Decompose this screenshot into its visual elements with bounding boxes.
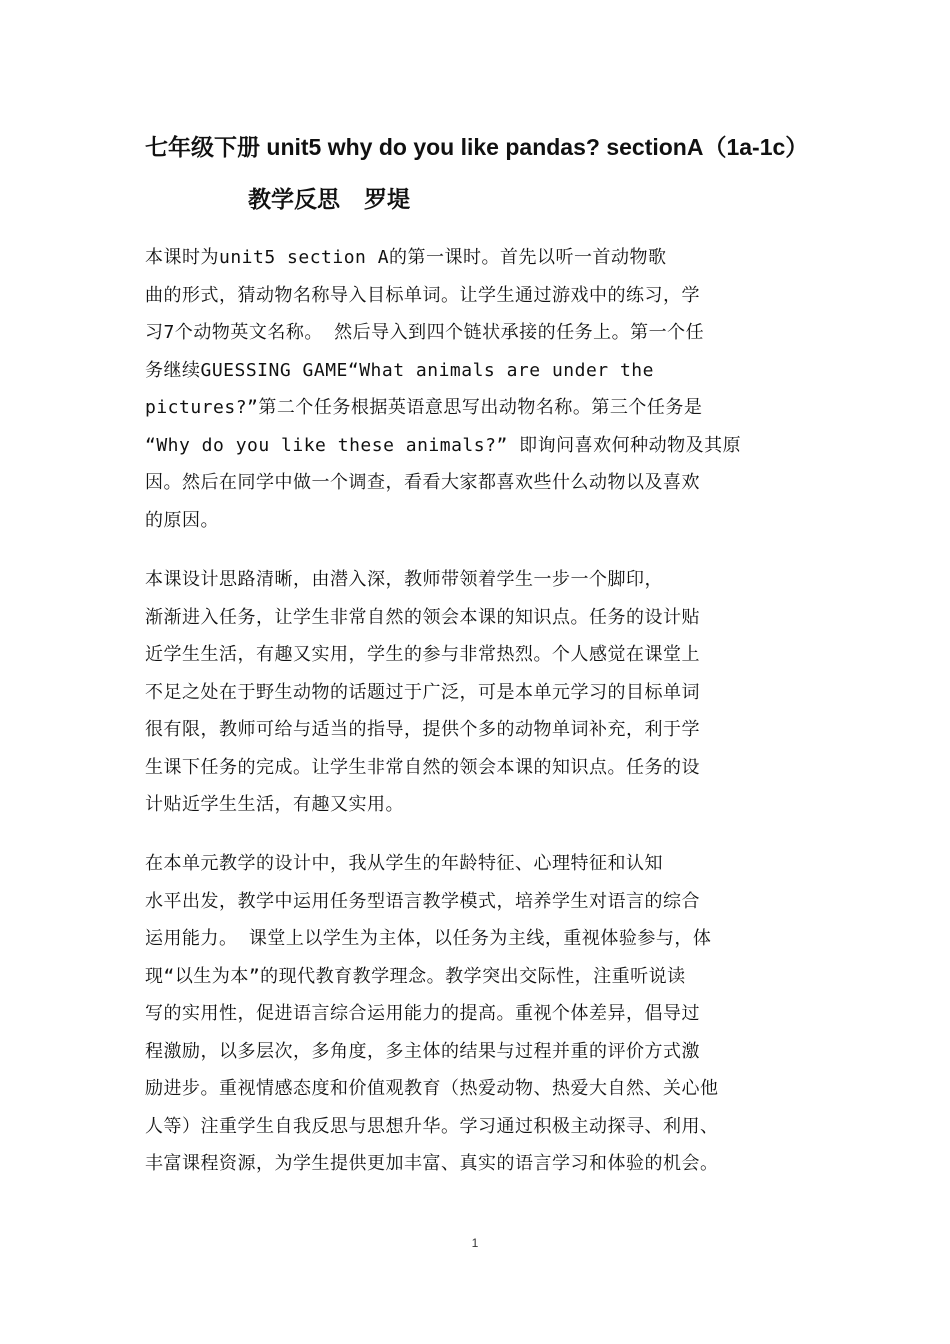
paragraph-line: 励进步。重视情感态度和价值观教育（热爱动物、热爱大自然、关心他 bbox=[145, 1078, 719, 1099]
paragraph-line: 渐渐进入任务，让学生非常自然的领会本课的知识点。任务的设计贴 bbox=[145, 606, 700, 628]
paragraph-line: 的原因。 bbox=[145, 509, 219, 531]
author-name: 罗堤 bbox=[364, 186, 410, 212]
paragraph-line: 丰富课程资源，为学生提供更加丰富、真实的语言学习和体验的机会。 bbox=[145, 1153, 719, 1174]
paragraph-line: 不足之处在于野生动物的话题过于广泛，可是本单元学习的目标单词 bbox=[145, 681, 700, 703]
document-title: 七年级下册 unit5 why do you like pandas? sectionA（1a-1c） bbox=[145, 134, 809, 160]
paragraph-line: 很有限，教师可给与适当的指导，提供个多的动物单词补充，利于学 bbox=[145, 719, 700, 740]
subtitle-heading: 教学反思 bbox=[248, 186, 340, 212]
paragraph-line: 写的实用性，促进语言综合运用能力的提高。重视个体差异，倡导过 bbox=[145, 1003, 700, 1024]
paragraph-2 bbox=[145, 561, 810, 824]
paragraph-line: “Why do you like these animals?” 即询问喜欢何种动物及其原 bbox=[145, 434, 742, 456]
paragraph-1 bbox=[145, 239, 810, 539]
paragraph-line: 生课下任务的完成。让学生非常自然的领会本课的知识点。任务的设 bbox=[145, 756, 700, 778]
paragraph-line: 在本单元教学的设计中，我从学生的年龄特征、心理特征和认知 bbox=[145, 853, 663, 874]
paragraph-line: 计贴近学生生活，有趣又实用。 bbox=[145, 794, 404, 815]
paragraph-3 bbox=[145, 845, 810, 1183]
paragraph-line: 务继续GUESSING GAME“What animals are under the bbox=[145, 359, 654, 381]
paragraph-line: 习7个动物英文名称。 然后导入到四个链状承接的任务上。第一个任 bbox=[145, 322, 705, 343]
paragraph-line: 人等）注重学生自我反思与思想升华。学习通过积极主动探寻、利用、 bbox=[145, 1115, 719, 1137]
document-subtitle bbox=[248, 181, 410, 214]
paragraph-line: 本课设计思路清晰，由潜入深，教师带领着学生一步一个脚印， bbox=[145, 569, 663, 590]
paragraph-line: 程激励，以多层次，多角度，多主体的结果与过程并重的评价方式激 bbox=[145, 1040, 700, 1062]
paragraph-line: 水平出发，教学中运用任务型语言教学模式，培养学生对语言的综合 bbox=[145, 890, 700, 912]
paragraph-line: 运用能力。 课堂上以学生为主体，以任务为主线，重视体验参与，体 bbox=[145, 928, 712, 949]
page-number: 1 bbox=[471, 1236, 479, 1250]
paragraph-line: 本课时为unit5 section A的第一课时。首先以听一首动物歌 bbox=[145, 247, 667, 268]
paragraph-line: pictures?”第二个任务根据英语意思写出动物名称。第三个任务是 bbox=[145, 397, 703, 418]
paragraph-line: 近学生生活，有趣又实用，学生的参与非常热烈。个人感觉在课堂上 bbox=[145, 644, 700, 665]
paragraph-line: 现“以生为本”的现代教育教学理念。教学突出交际性，注重听说读 bbox=[145, 965, 686, 987]
paragraph-line: 因。然后在同学中做一个调查，看看大家都喜欢些什么动物以及喜欢 bbox=[145, 472, 700, 493]
paragraph-line: 曲的形式，猜动物名称导入目标单词。让学生通过游戏中的练习，学 bbox=[145, 284, 700, 306]
